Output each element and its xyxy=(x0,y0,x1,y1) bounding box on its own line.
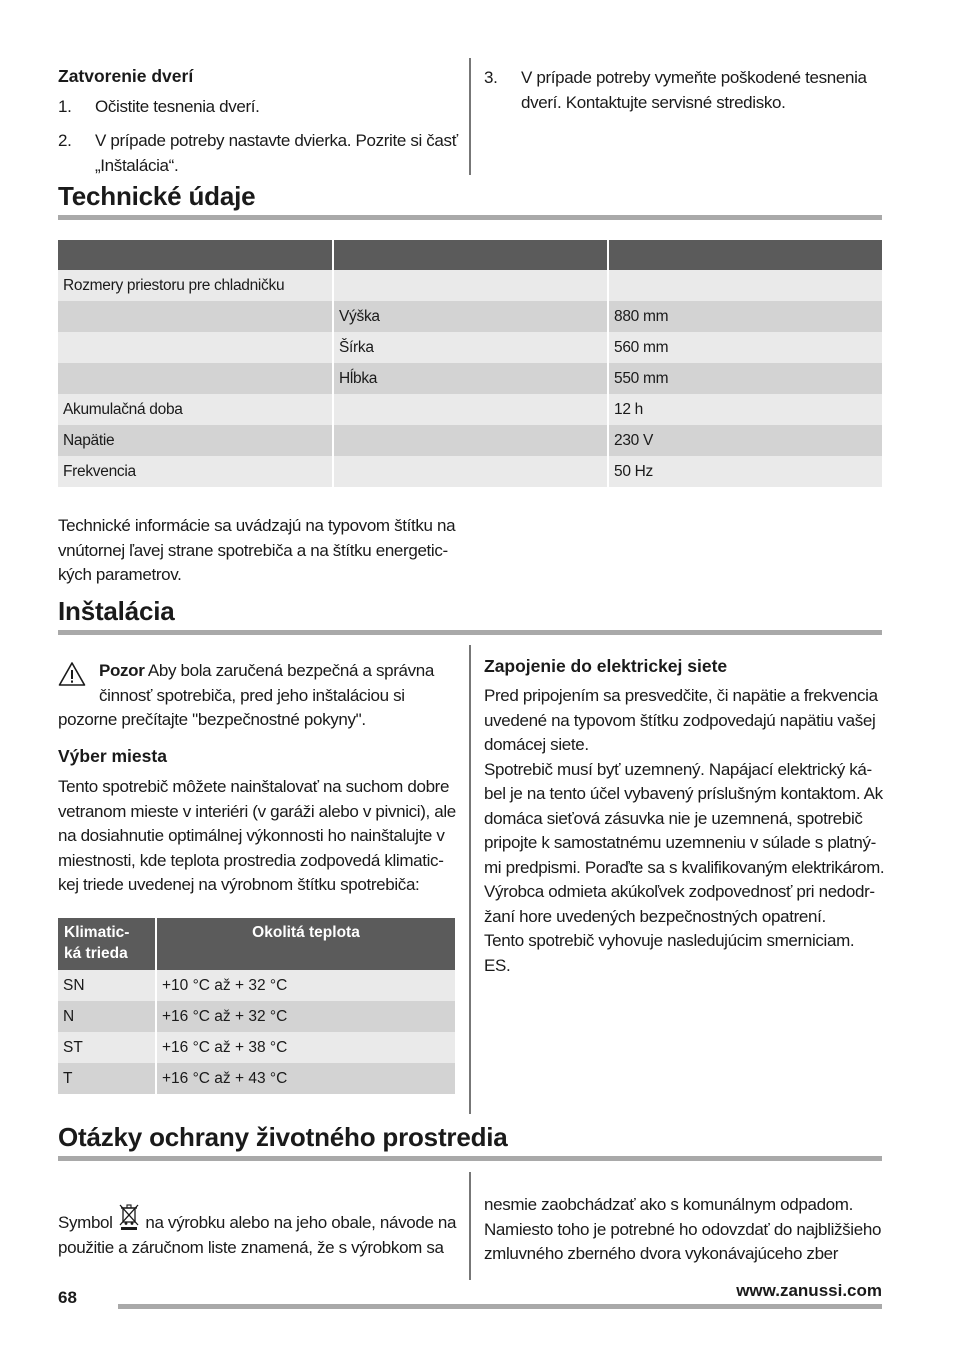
door-close-steps-right xyxy=(484,66,894,115)
text-line: Spotrebič musí byť uzemnený. Napájací elektrický ká- xyxy=(484,759,872,779)
text-line: kej triede uvedenej na výrobnom štítku spotrebiča: xyxy=(58,875,420,894)
table-row xyxy=(58,394,882,425)
table-cell: +16 °C až + 43 °C xyxy=(157,1063,455,1094)
table-row xyxy=(58,363,882,394)
table-cell: Frekvencia xyxy=(58,456,332,487)
table-cell: +10 °C až + 32 °C xyxy=(157,970,455,1001)
section-rule xyxy=(58,1156,882,1161)
table-cell: N xyxy=(58,1001,155,1032)
text-line: Technické informácie sa uvádzajú na typovom štítku na xyxy=(58,516,456,535)
location-heading: Výber miesta xyxy=(58,746,167,766)
column-divider xyxy=(469,1172,471,1280)
text-line: zmluvného zberného dvora vykonávajúceho zber xyxy=(484,1244,839,1263)
text-line: Výrobca odmieta akúkoľvek zodpovednosť pri nedodr- xyxy=(484,882,875,901)
list-item xyxy=(484,66,894,115)
text-line: domácej siete. xyxy=(484,735,589,754)
table-cell: 550 mm xyxy=(609,363,882,394)
table-row xyxy=(58,270,882,301)
tech-note xyxy=(58,514,468,588)
table-row xyxy=(58,1063,455,1094)
section-title-tech: Technické údaje xyxy=(58,181,256,211)
step-text: Očistite tesnenia dverí. xyxy=(95,97,260,116)
website-link[interactable]: www.zanussi.com xyxy=(736,1281,882,1300)
text-line: Tento spotrebič vyhovuje nasledujúcim smerniciam. xyxy=(484,931,855,950)
table-cell: 560 mm xyxy=(609,332,882,363)
warning-text: činnosť spotrebiča, pred jeho inštaláciou si xyxy=(99,685,405,705)
table-row xyxy=(58,1032,455,1063)
list-item xyxy=(58,95,463,129)
table-cell: T xyxy=(58,1063,155,1094)
table-cell xyxy=(58,332,332,363)
step-text-line: V prípade potreby vymeňte poškodené tesnenia xyxy=(521,68,867,87)
table-cell xyxy=(334,425,607,456)
section-title-install: Inštalácia xyxy=(58,596,175,626)
text-line: miestnosti, kde teplota prostredia zodpovedá klimatic- xyxy=(58,850,444,870)
table-header-cell: Klimatic- ká trieda xyxy=(58,918,155,970)
step-number: 1. xyxy=(58,97,72,116)
step-text-line: V prípade potreby nastavte dvierka. Pozrite si časť xyxy=(95,131,458,150)
table-cell xyxy=(58,363,332,394)
step-text-line: „Inštalácia“. xyxy=(95,155,179,175)
tech-data-table xyxy=(56,240,884,487)
text-line: uvedené na typovom štítku zodpovedajú napätiu vašej xyxy=(484,710,876,730)
table-cell: SN xyxy=(58,970,155,1001)
section-rule xyxy=(58,215,882,220)
text-line: nesmie zaobchádzať ako s komunálnym odpadom. xyxy=(484,1195,853,1214)
install-warning xyxy=(58,659,468,733)
text-line: Pred pripojením sa presvedčite, či napätie a frekvencia xyxy=(484,686,878,705)
step-number: 3. xyxy=(484,68,498,87)
table-row xyxy=(58,456,882,487)
text-fragment: Symbol xyxy=(58,1213,113,1232)
column-divider xyxy=(469,645,471,1114)
text-line: kých parametrov. xyxy=(58,565,182,584)
text-line: domáca sieťová zásuvka nie je uzemnená, spotrebič xyxy=(484,808,863,828)
electric-heading: Zapojenie do elektrickej siete xyxy=(484,656,728,676)
table-cell: Šírka xyxy=(334,332,607,363)
footer-rule xyxy=(118,1304,882,1309)
table-cell: ST xyxy=(58,1032,155,1063)
table-row xyxy=(58,301,882,332)
table-cell xyxy=(334,270,607,301)
climate-class-table xyxy=(56,918,457,1094)
environment-text-right xyxy=(484,1193,894,1267)
warning-label: Pozor xyxy=(99,661,145,680)
table-cell: Rozmery priestoru pre chladničku xyxy=(58,270,332,301)
text-fragment: na výrobku alebo na jeho obale, návode na xyxy=(145,1213,457,1232)
text-line: pripojte k samostatnému uzemneniu v súlade s platný- xyxy=(484,833,876,852)
text-line: na dosiahnutie optimálnej výkonnosti ho nainštalujte v xyxy=(58,826,445,845)
table-header-row xyxy=(58,918,455,970)
table-header-cell: Okolitá teplota xyxy=(157,918,455,970)
warning-text: pozorne prečítajte "bezpečnostné pokyny". xyxy=(58,710,366,729)
environment-text-left xyxy=(58,1203,468,1260)
text-line: Tento spotrebič môžete nainštalovať na suchom dobre xyxy=(58,777,450,796)
table-cell: 880 mm xyxy=(609,301,882,332)
text-line: vnútornej ľavej strane spotrebiča a na štítku energetic- xyxy=(58,540,448,560)
table-cell xyxy=(609,270,882,301)
text-line: Namiesto toho je potrebné ho odovzdať do najbližšieho xyxy=(484,1219,882,1239)
crossed-bin-icon xyxy=(118,1203,140,1231)
table-cell: 230 V xyxy=(609,425,882,456)
section-rule xyxy=(58,630,882,635)
table-cell: 12 h xyxy=(609,394,882,425)
text-line: žaní hore uvedených bezpečnostných opatrení. xyxy=(484,906,826,926)
text-line: použitie a záručnom liste znamená, že s výrobkom sa xyxy=(58,1237,444,1257)
table-cell: Napätie xyxy=(58,425,332,456)
table-cell: Hĺbka xyxy=(334,363,607,394)
list-item xyxy=(58,129,463,178)
text-line: ES. xyxy=(484,955,511,975)
text-line: mi predpismi. Poraďte sa s kvalifikovaným elektrikárom. xyxy=(484,857,885,877)
door-close-heading: Zatvorenie dverí xyxy=(58,66,194,86)
page-number: 68 xyxy=(58,1288,77,1307)
warning-text: Aby bola zaručená bezpečná a správna xyxy=(147,661,434,680)
table-header-row xyxy=(58,240,882,270)
table-row xyxy=(58,425,882,456)
table-row xyxy=(58,1001,455,1032)
text-line: bel je na tento účel vybavený príslušným kontaktom. Ak xyxy=(484,784,883,803)
step-number: 2. xyxy=(58,131,72,150)
electric-text xyxy=(484,684,894,978)
table-row xyxy=(58,970,455,1001)
table-cell: Akumulačná doba xyxy=(58,394,332,425)
step-text-line: dverí. Kontaktujte servisné stredisko. xyxy=(521,92,786,112)
table-cell xyxy=(334,394,607,425)
table-cell xyxy=(334,456,607,487)
table-cell: +16 °C až + 32 °C xyxy=(157,1001,455,1032)
table-row xyxy=(58,332,882,363)
table-cell: +16 °C až + 38 °C xyxy=(157,1032,455,1063)
table-cell: Výška xyxy=(334,301,607,332)
table-cell: 50 Hz xyxy=(609,456,882,487)
door-close-steps xyxy=(58,95,463,178)
text-line: vetranom mieste v interiéri (v garáži alebo v pivnici), ale xyxy=(58,801,456,821)
table-cell xyxy=(58,301,332,332)
column-divider xyxy=(469,58,471,175)
location-text xyxy=(58,775,468,898)
section-title-environment: Otázky ochrany životného prostredia xyxy=(58,1122,508,1152)
